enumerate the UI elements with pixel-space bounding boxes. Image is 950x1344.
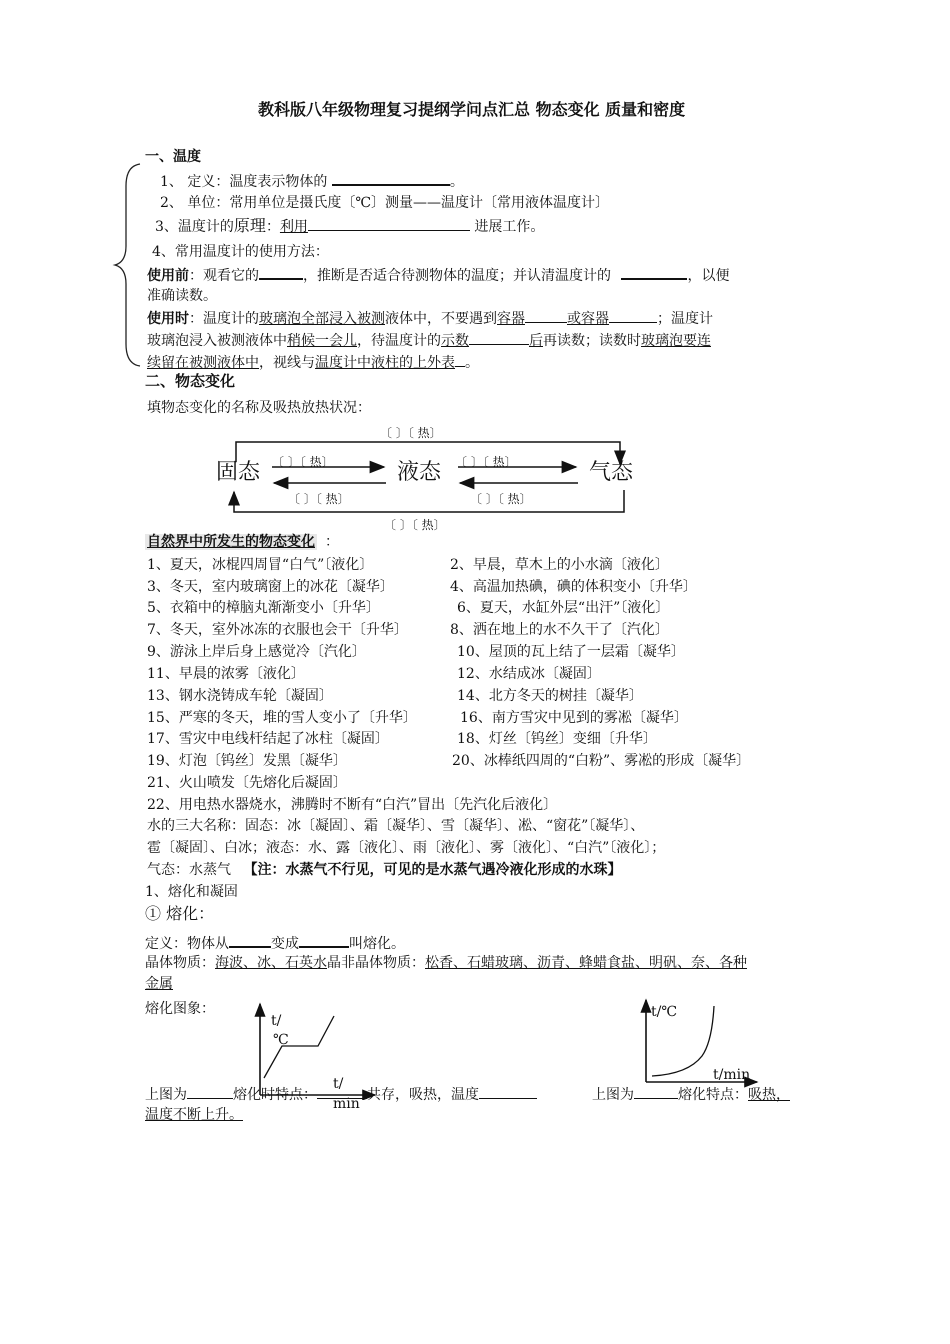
graph1-axis-tmin-a: t/: [333, 1076, 344, 1092]
example-7: 7、冬天，室外冰冻的衣服也会干〔升华〕: [147, 622, 408, 638]
example-6: 6、夏天，水缸外层“出汗”〔液化〕: [457, 600, 670, 616]
example-15: 15、严寒的冬天，堆的雪人变小了〔升华〕: [147, 710, 417, 726]
noncrystal-label: 晶非晶体物质：: [327, 955, 425, 971]
label-condensation: 〔 〕〔 热〕: [470, 492, 532, 506]
period: 。: [449, 174, 464, 190]
example-22: 22、用电热水器烧水，沸腾时不断有“白汽”冒出〔先汽化后液化〕: [147, 797, 558, 813]
graph1-axis-t: t/: [271, 1013, 282, 1029]
during-reading: 示数: [441, 333, 469, 349]
graph2-axis-tmin: t/min: [713, 1067, 751, 1083]
conclusion-text: 上图为: [145, 1087, 187, 1103]
water-note: 【注：水蒸气不行见，可见的是水蒸气遇冷液化形成的水珠】: [243, 862, 622, 878]
label-solidification: 〔 〕〔 热〕: [288, 492, 350, 506]
principle-use: 利用: [279, 219, 308, 235]
graph2-conclusion-cont: 温度不断上升。: [145, 1107, 243, 1123]
blank: [479, 1084, 537, 1099]
section-state-change-heading: 二、物态变化: [145, 372, 236, 390]
state-liquid: 液态: [397, 460, 442, 485]
melting-subheading: ① 熔化：: [145, 904, 215, 923]
blank: [259, 264, 303, 280]
during-use-3: [147, 352, 479, 373]
graph2-conclusion: [592, 1084, 790, 1105]
blank: [525, 308, 567, 323]
blank: [229, 932, 271, 948]
blank: [621, 264, 687, 280]
principle-end: 进展工作。: [474, 219, 545, 235]
example-5: 5、衣箱中的樟脑丸渐渐变小〔升华〕: [147, 600, 380, 616]
during-after: 后: [529, 333, 543, 349]
period: 。: [465, 355, 479, 371]
example-19: 19、灯泡〔钨丝〕发黑〔凝华〕: [147, 753, 347, 769]
during-container: 容器: [497, 311, 525, 327]
conclusion-text5: 熔化特点：: [678, 1087, 748, 1103]
during-underline: 玻璃泡全部浸入被测: [259, 311, 385, 327]
principle-text: 3、温度计的: [155, 219, 234, 235]
water-gas: 气态：水蒸气: [147, 862, 231, 878]
water-names-3: [147, 860, 621, 880]
during-text4: 玻璃泡浸入被测液体中: [147, 333, 287, 349]
example-8: 8、洒在地上的水不久干了〔汽化〕: [450, 622, 669, 638]
temp-definition-text: 1、 定义：温度表示物体的: [160, 174, 328, 190]
example-21: 21、火山喷发〔先熔化后凝固〕: [147, 775, 347, 791]
noncrystal-examples: 松香、石蜡玻璃、沥青、蜂蜡食盐、明矾、奈、各种: [425, 955, 747, 971]
def-text3: 叫熔化。: [349, 936, 405, 952]
during-bulb2: 续留在被测液体中: [147, 355, 259, 371]
state-gas: 气态: [589, 460, 634, 485]
example-20: 20、冰棒纸四周的“白粉”、雾凇的形成〔凝华〕: [452, 753, 751, 769]
melting-heading: 1、熔化和凝固: [145, 884, 238, 900]
blank: [455, 352, 465, 367]
example-16: 16、南方雪灾中见到的雾凇〔凝华〕: [460, 710, 688, 726]
conclusion-absorb: 吸热，: [748, 1087, 790, 1103]
conclusion-text4: 上图为: [592, 1087, 634, 1103]
before-use: [147, 264, 729, 286]
nature-heading: [145, 532, 339, 552]
crystal-line: [145, 953, 747, 973]
during-text6: 再读数；读数时: [543, 333, 641, 349]
state-solid: 固态: [216, 460, 261, 485]
before-use-text2: ，推断是否适合待测物体的温度；并认清温度计的: [303, 268, 611, 284]
def-text: 定义：物体从: [145, 936, 229, 952]
during-wait: 稍候一会儿: [287, 333, 357, 349]
blank: [187, 1084, 233, 1099]
before-use-text3: ，以便: [687, 268, 730, 284]
blank: [469, 330, 529, 345]
during-text: ：温度计的: [189, 311, 259, 327]
graph1-axis-c: ℃: [273, 1032, 289, 1048]
example-17: 17、雪灾中电线杆结起了冰柱〔凝固〕: [147, 731, 389, 747]
temp-unit: 2、 单位：常用单位是摄氏度〔℃〕测量——温度计〔常用液体温度计〕: [160, 195, 610, 211]
blank: [308, 216, 470, 231]
temp-principle: [155, 216, 544, 237]
conclusion-text3: 共存，吸热，温度: [367, 1087, 479, 1103]
colon: ：: [325, 534, 339, 550]
temp-method: 4、常用温度计的使用方法：: [152, 244, 329, 260]
during-text7: ，视线与: [259, 355, 315, 371]
example-10: 10、屋顶的瓦上结了一层霜〔凝华〕: [457, 644, 685, 660]
crystal-line-cont: 金属: [145, 976, 173, 992]
example-14: 14、北方冬天的树挂〔凝华〕: [457, 688, 643, 704]
nature-heading-text: 自然界中所发生的物态变化: [147, 534, 315, 550]
during-bulb: 玻璃泡要连: [641, 333, 711, 349]
blank: [332, 170, 450, 186]
example-12: 12、水结成冰〔凝固〕: [457, 666, 601, 682]
blank: [299, 932, 349, 948]
before-use-label: 使用前: [147, 268, 189, 284]
label-melting: 〔 〕〔 热〕: [272, 455, 334, 469]
melting-graph-label: 熔化图象：: [145, 1001, 215, 1017]
during-container2: 或容器: [567, 311, 609, 327]
section-temperature-heading: 一、温度: [145, 149, 201, 165]
example-13: 13、钢水浇铸成车轮〔凝固〕: [147, 688, 333, 704]
conclusion-text2: 熔化时特点：: [233, 1087, 317, 1103]
example-3: 3、冬天，室内玻璃窗上的冰花〔凝华〕: [147, 579, 394, 595]
during-sight: 温度计中液柱的上外表: [315, 355, 455, 371]
example-11: 11、早晨的浓雾〔液化〕: [147, 666, 305, 682]
colon: ：: [265, 219, 280, 235]
example-18: 18、灯丝〔钨丝〕变细〔升华〕: [457, 731, 657, 747]
graph2-axis-tc: t/℃: [651, 1004, 678, 1020]
during-use-label: 使用时: [147, 311, 189, 327]
brace-icon: [112, 162, 142, 368]
during-use-2: [147, 330, 711, 351]
graph-conclusion: [145, 1084, 537, 1105]
principle-word: 原理: [233, 216, 266, 235]
example-2: 2、早晨，草木上的小水滴〔液化〕: [450, 557, 669, 573]
example-9: 9、游泳上岸后身上感觉冷〔汽化〕: [147, 644, 366, 660]
during-text3: ；温度计: [657, 311, 713, 327]
label-vaporization: 〔 〕〔 热〕: [455, 455, 517, 469]
blank: [609, 308, 657, 323]
label-sublimation: 〔 〕〔 热〕: [380, 426, 442, 440]
water-names-2: 雹〔凝固〕、白冰；液态：水、露〔液化〕、雨〔液化〕、雾〔液化〕、“白汽”〔液化〕；: [147, 840, 666, 856]
melting-definition: [145, 932, 405, 954]
example-4: 4、高温加热碘，碘的体积变小〔升华〕: [450, 579, 697, 595]
crystal-examples: 海波、冰、石英水: [215, 955, 327, 971]
before-use-text: ：观看它的: [189, 268, 259, 284]
during-use: [147, 308, 713, 329]
example-1: 1、夏天，冰棍四周冒“白气”〔液化〕: [147, 557, 374, 573]
diagram-intro: 填物态变化的名称及吸热放热状况：: [147, 400, 371, 416]
blank: [317, 1084, 367, 1099]
label-deposition: 〔 〕〔 热〕: [384, 518, 446, 532]
blank: [634, 1084, 678, 1099]
water-names-1: 水的三大名称：固态：冰〔凝固〕、霜〔凝华〕、雪〔凝华〕、凇、“窗花”〔凝华〕、: [147, 818, 645, 834]
before-use-cont: 准确读数。: [147, 288, 217, 304]
def-text2: 变成: [271, 936, 299, 952]
during-text2: 液体中，不要遇到: [385, 311, 497, 327]
page-title: 教科版八年级物理复习提纲学问点汇总 物态变化 质量和密度: [258, 100, 686, 119]
crystal-label: 晶体物质：: [145, 955, 215, 971]
temp-definition: [160, 170, 464, 192]
during-text5: ，待温度计的: [357, 333, 441, 349]
graph1-axis-tmin-b: min: [333, 1096, 360, 1112]
